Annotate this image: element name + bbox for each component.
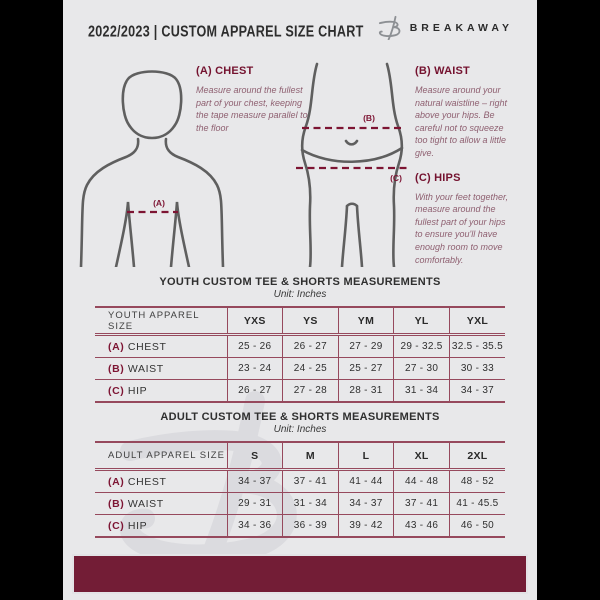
size-range-cell: 34 - 37 (338, 493, 394, 515)
size-range-cell: 31 - 34 (394, 380, 450, 403)
hip-crease-outline (302, 148, 402, 162)
right-shoulder-outline (166, 139, 223, 267)
measurement-letter-prefix: (B) (108, 497, 125, 510)
size-column-header: M (283, 442, 339, 470)
measurement-row (95, 470, 505, 493)
measurement-letter-prefix: (A) (108, 340, 125, 353)
size-range-cell: 37 - 41 (394, 493, 450, 515)
adult-table-header-row (95, 442, 505, 470)
size-range-cell: 44 - 48 (394, 470, 450, 493)
size-range-cell: 37 - 41 (283, 470, 339, 493)
youth-size-table (95, 306, 505, 403)
size-column-header: YM (338, 307, 394, 335)
measurement-row-label: (A) CHEST (95, 335, 227, 358)
youth-table-title: YOUTH CUSTOM TEE & SHORTS MEASUREMENTS (159, 276, 441, 288)
adult-size-table (95, 441, 505, 538)
measurement-row-label: (B) WAIST (95, 358, 227, 380)
size-range-cell: 27 - 30 (394, 358, 450, 380)
size-range-cell: 32.5 - 35.5 (449, 335, 505, 358)
measurement-row (95, 380, 505, 403)
youth-table-header-row (95, 307, 505, 335)
hips-heading: (C) HIPS (415, 171, 461, 184)
size-range-cell: 34 - 36 (227, 515, 283, 538)
size-range-cell: 28 - 31 (338, 380, 394, 403)
measurement-letter-prefix: (B) (108, 362, 125, 375)
size-column-header: YXL (449, 307, 505, 335)
right-torso-leg-outline (387, 64, 402, 267)
chest-line-label: (A) (153, 198, 165, 208)
footer-bar (72, 554, 528, 594)
size-range-cell: 27 - 29 (338, 335, 394, 358)
left-shoulder-outline (81, 139, 138, 267)
size-column-header: YS (283, 307, 339, 335)
size-range-cell: 34 - 37 (449, 380, 505, 403)
measurement-row (95, 358, 505, 380)
breakaway-b-logo-icon (378, 15, 403, 40)
navel-mark (346, 141, 357, 144)
adult-section (63, 411, 537, 538)
size-chart-document (63, 0, 537, 600)
hips-line-label: (C) (390, 173, 402, 183)
inner-left-leg-outline (342, 206, 347, 267)
size-range-cell: 25 - 27 (338, 358, 394, 380)
document-title: 2022/2023 | CUSTOM APPAREL SIZE CHART (88, 22, 364, 40)
waist-description: Measure around your natural waistline – right above your hips. Be careful not to squeeze too tight to allow a little give. (415, 85, 508, 158)
size-range-cell: 26 - 27 (227, 380, 283, 403)
size-range-cell: 39 - 42 (338, 515, 394, 538)
youth-section (63, 276, 537, 403)
size-range-cell: 29 - 32.5 (394, 335, 450, 358)
measurement-row-label: (B) WAIST (95, 493, 227, 515)
size-column-header: YL (394, 307, 450, 335)
size-range-cell: 29 - 31 (227, 493, 283, 515)
size-range-cell: 24 - 25 (283, 358, 339, 380)
size-column-header: YXS (227, 307, 283, 335)
measurement-row (95, 493, 505, 515)
size-range-cell: 43 - 46 (394, 515, 450, 538)
size-row-header-label: YOUTH APPAREL SIZE (95, 307, 227, 335)
waist-guide (415, 65, 515, 160)
brand-lockup (378, 15, 513, 40)
waist-heading: (B) WAIST (415, 65, 470, 77)
size-range-cell: 41 - 45.5 (449, 493, 505, 515)
size-range-cell: 31 - 34 (283, 493, 339, 515)
brand-name: BREAKAWAY (409, 21, 513, 34)
size-range-cell: 23 - 24 (227, 358, 283, 380)
size-range-cell: 41 - 44 (338, 470, 394, 493)
size-range-cell: 25 - 26 (227, 335, 283, 358)
crotch-outline (347, 204, 357, 206)
chest-description: Measure around the fullest part of your chest, keeping the tape measure parallel to the floor (196, 85, 308, 133)
measurement-row (95, 335, 505, 358)
hips-description: With your feet together, measure around the fullest part of your hips to ensure you'll have enough room to move comfortably. (415, 191, 508, 265)
size-column-header: XL (394, 442, 450, 470)
size-range-cell: 30 - 33 (449, 358, 505, 380)
lower-body-figure (292, 62, 412, 267)
size-range-cell: 34 - 37 (227, 470, 283, 493)
measurement-row-label: (C) HIP (108, 384, 148, 397)
measurement-letter-prefix: (C) (108, 384, 125, 397)
waist-hips-guide (415, 65, 515, 266)
adult-table-title: ADULT CUSTOM TEE & SHORTS MEASUREMENTS (160, 411, 440, 423)
size-range-cell: 46 - 50 (449, 515, 505, 538)
waist-line-label: (B) (363, 113, 375, 123)
adult-table-unit: Unit: Inches (273, 424, 327, 435)
head-outline (123, 72, 181, 139)
inner-right-leg-outline (357, 206, 362, 267)
hips-guide (415, 172, 515, 267)
size-range-cell: 48 - 52 (449, 470, 505, 493)
measurement-row (95, 515, 505, 538)
youth-table-unit: Unit: Inches (273, 289, 327, 300)
measurement-row-label: (A) CHEST (95, 470, 227, 493)
size-range-cell: 27 - 28 (283, 380, 339, 403)
size-column-header: 2XL (449, 442, 505, 470)
left-torso-leg-outline (302, 64, 317, 267)
size-column-header: S (227, 442, 283, 470)
measurement-row-label: (C) HIP (108, 519, 148, 532)
size-row-header-label: ADULT APPAREL SIZE (95, 442, 227, 470)
size-column-header: L (338, 442, 394, 470)
measurement-letter-prefix: (A) (108, 475, 125, 488)
size-range-cell: 36 - 39 (283, 515, 339, 538)
measurement-letter-prefix: (C) (108, 519, 125, 532)
size-range-cell: 26 - 27 (283, 335, 339, 358)
chest-heading: (A) CHEST (196, 65, 254, 77)
